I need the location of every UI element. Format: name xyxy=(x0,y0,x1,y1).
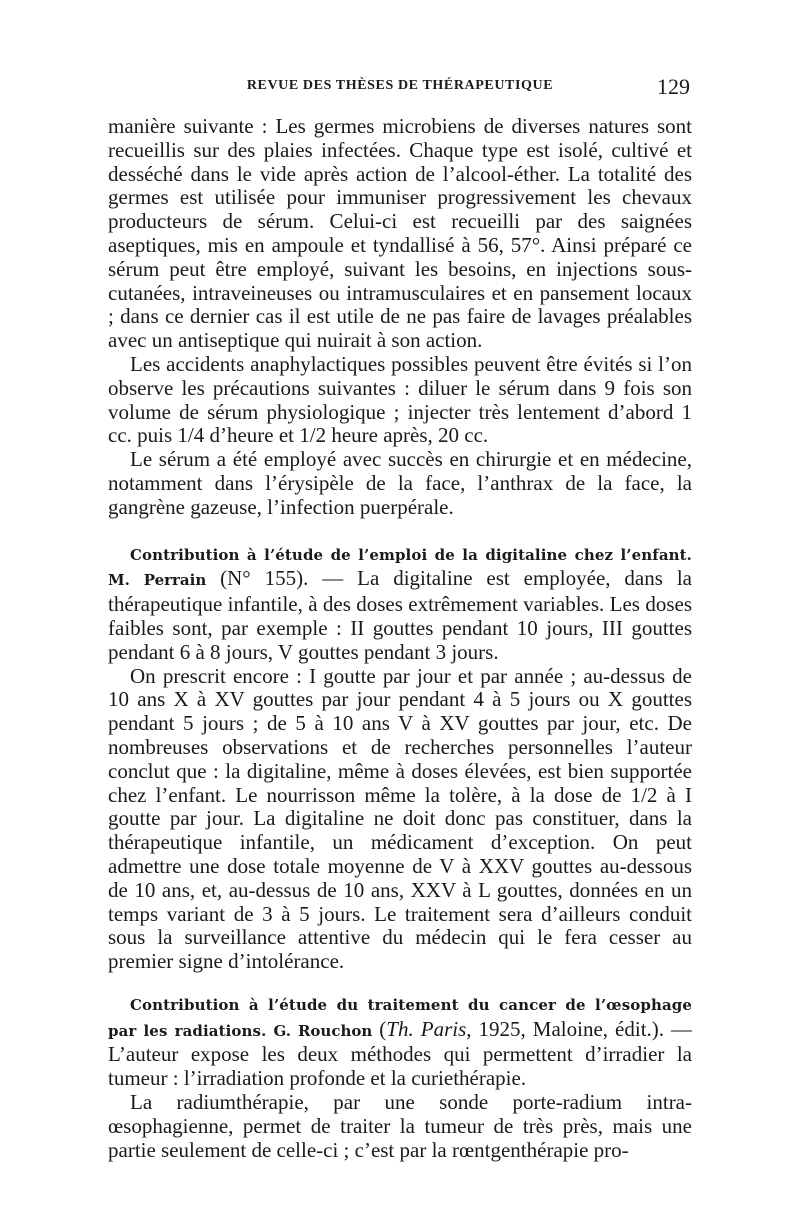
section-digitaline-title: Contribution à l’étude de l’emploi de la digitaline chez l’enfant. xyxy=(130,545,692,564)
section-digitaline-paragraph-1 xyxy=(108,542,692,665)
section-digitaline-text: La digitaline est employée, dans la thérapeutique infantile, à des doses extrêmement variables. Les doses faibles sont, par exemple : II gouttes pendant 10 jours, III gouttes pendant 6 à 8 jours, V gouttes pendant 3 jours. xyxy=(108,566,692,664)
section-cancer-text: L’auteur expose les deux méthodes qui permettent d’irradier la tumeur : l’irradiation profonde et la curiethérapie. xyxy=(108,1042,692,1091)
section-cancer-title: Contribution à l’étude du traitement du cancer de l’œsophage par les radiations. xyxy=(108,995,692,1040)
section-cancer-ref-title: Th. Paris xyxy=(386,1016,467,1041)
running-title: REVUE DES THÈSES DE THÉRAPEUTIQUE xyxy=(246,78,554,93)
section-cancer-ref-prefix: ( xyxy=(372,1016,387,1041)
section-cancer-author: G. Rouchon xyxy=(273,1021,373,1040)
body-text xyxy=(108,115,692,1162)
section-cancer-paragraph-2: La radiumthérapie, par une sonde porte-radium intra-œsophagienne, permet de traiter la tumeur de très près, mais une partie seulement de celle-ci ; c’est par la rœntgenthérapie pro- xyxy=(108,1090,692,1162)
intro-paragraph-2: Les accidents anaphylactiques possibles peuvent être évités si l’on observe les précautions suivantes : diluer le sérum dans 9 fois son volume de sérum physiologique ; injecter très lentement d’abord 1 cc. puis 1/4 d’heure et 1/2 heure après, 20 cc. xyxy=(108,351,692,448)
page-number: 129 xyxy=(657,74,690,99)
intro-paragraph-3: Le sérum a été employé avec succès en chirurgie et en médecine, notamment dans l’érysipèle de la face, l’anthrax de la face, la gangrène gazeuse, l’infection puerpérale. xyxy=(108,447,692,519)
page-header xyxy=(108,74,692,104)
section-cancer-paragraph-1 xyxy=(108,992,692,1091)
section-digitaline-paragraph-2: On prescrit encore : I goutte par jour et par année ; au-dessus de 10 ans X à XV gouttes par jour pendant 4 à 5 jours ou X gouttes pendant 5 jours ; de 5 à 10 ans V à XV gouttes par jour, etc. De nombreuses observations et de recherches personnelles l’auteur conclut que : la digitaline, même à doses élevées, est bien supportée chez l’enfant. Le nourrisson même la tolère, à la dose de 1/2 à I goutte par jour. La digitaline ne doit donc pas constituer, dans la thérapeutique infantile, un médicament d’exception. On peut admettre une dose totale moyenne de V à XXV gouttes au-dessous de 10 ans, et, au-dessus de 10 ans, XXV à L gouttes, données en un temps variant de 3 à 5 jours. Le traitement sera d’ailleurs conduit sous la surveillance attentive du médecin qui le fera cesser au premier signe d’intolérance. xyxy=(108,663,692,974)
section-cancer-ref-suffix: , 1925, Maloine, édit.). — xyxy=(466,1016,693,1041)
section-digitaline-author: M. Perrain xyxy=(108,571,207,590)
section-digitaline-reference: (N° 155). — xyxy=(206,566,358,591)
intro-paragraph-1: manière suivante : Les germes microbiens de diverses natures sont recueillis sur des plaies infectées. Chaque type est isolé, cultivé et desséché dans le vide après action de l’alcool-éther. La totalité des germes est utilisée pour immuniser progressivement les chevaux producteurs de sérum. Celui-ci est recueilli par des saignées aseptiques, mis en ampoule et tyndallisé à 56, 57°. Ainsi préparé ce sérum peut être employé, suivant les besoins, en injections sous-cutanées, intraveineuses ou intramusculaires et en pansement locaux ; dans ce dernier cas il est utile de ne pas faire de lavages préalables avec un antiseptique qui nuirait à son action. xyxy=(108,114,692,353)
